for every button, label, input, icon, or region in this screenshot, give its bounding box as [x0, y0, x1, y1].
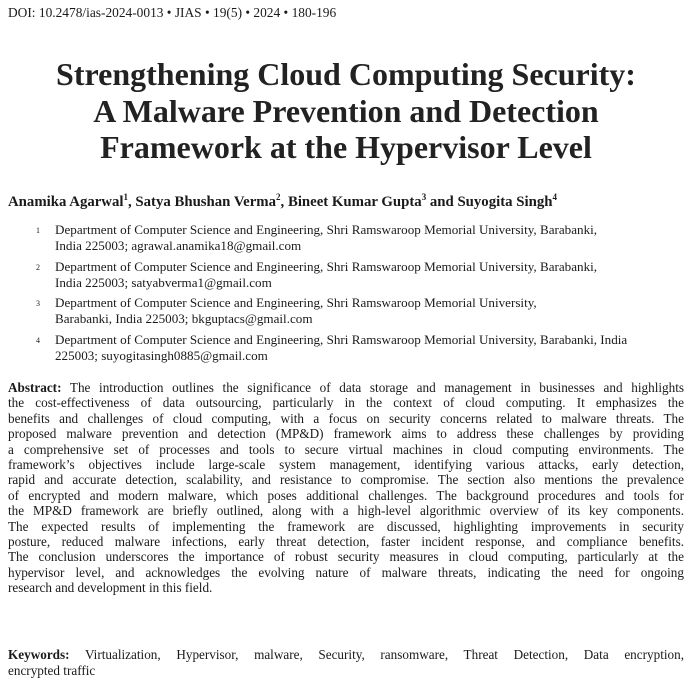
keywords-label: Keywords: — [8, 647, 70, 662]
abstract — [8, 380, 684, 596]
abstract-line: rapid and accurate detection, scalability, and resistance to compromise. The section also mentions the prevalence — [8, 472, 684, 488]
affiliation-text: Department of Computer Science and Engineering, Shri Ramswaroop Memorial University, Barabanki, — [55, 258, 598, 274]
affiliation-text: Department of Computer Science and Engineering, Shri Ramswaroop Memorial University, — [55, 295, 537, 310]
keywords — [8, 647, 684, 679]
abstract-line: the MP&D framework are briefly outlined, along with a high-level algorithmic overview of its key components. — [8, 503, 684, 519]
keywords-text: Virtualization, Hypervisor, malware, Security, ransomware, Threat Detection, Data encryption, — [84, 647, 685, 662]
affiliation-item — [0, 222, 692, 259]
affiliation-item — [0, 295, 692, 332]
affiliation-number: 1 — [36, 226, 40, 235]
abstract-line: posture, reduced malware infections, early threat detection, faster incident response, and compliance benefits. — [8, 534, 684, 550]
author-name: Bineet Kumar Gupta — [287, 194, 422, 210]
author-affiliation-marker: 4 — [552, 192, 557, 202]
abstract-line: of encrypted and modern malware, which poses additional challenges. The background procedures and tools for — [8, 487, 684, 503]
affiliation-text: Department of Computer Science and Engineering, Shri Ramswaroop Memorial University, Barabanki, India — [55, 331, 628, 347]
abstract-line: The conclusion underscores the importance of robust security measures in cloud computing, particularly at the — [8, 549, 684, 565]
title-line: A Malware Prevention and Detection — [93, 92, 599, 129]
abstract-line: hypervisor level, and acknowledges the evolving nature of malware threats, indicating the need for ongoing — [8, 564, 684, 580]
author-affiliation-marker: 2 — [276, 192, 281, 202]
title-line: Framework at the Hypervisor Level — [100, 129, 592, 165]
keywords-line: encrypted traffic — [8, 663, 96, 678]
abstract-line: research and development in this field. — [8, 580, 213, 596]
abstract-text: The introduction outlines the significance of data storage and management in businesses and highlights — [69, 380, 685, 395]
author-name: Satya Bhushan Verma — [135, 194, 277, 210]
affiliation-item — [0, 259, 692, 296]
abstract-line: framework’s objectives include large-scale system management, identifying various attacks, early detection, — [8, 457, 684, 473]
keywords-line — [8, 647, 684, 663]
author-separator: , — [280, 194, 288, 210]
affiliation-text: 225003; suyogitasingh0885@gmail.com — [55, 347, 268, 363]
author-name: Anamika Agarwal — [8, 194, 124, 210]
author-name: Suyogita Singh — [457, 194, 553, 210]
affiliation-item — [0, 332, 692, 369]
affiliation-text: Department of Computer Science and Engineering, Shri Ramswaroop Memorial University, Barabanki, — [55, 222, 598, 237]
affiliation-number: 2 — [36, 262, 40, 272]
affiliation-text: Barabanki, India 225003; bkguptacs@gmail.com — [55, 311, 313, 327]
abstract-line: benefits and challenges of cloud computing, with a focus on security concerns related to malware threats. The — [8, 410, 684, 426]
author-separator: and — [426, 194, 458, 210]
author-separator: , — [128, 194, 136, 210]
affiliation-list — [0, 222, 692, 368]
title-line: Strengthening Cloud Computing Security: — [56, 56, 636, 92]
abstract-line: proposed malware prevention and detection (MP&D) framework aims to address these challenges by providing — [8, 426, 684, 442]
abstract-line: the cost-effectiveness of data outsourcing, particularly in the context of cloud computing. It emphasizes the — [8, 395, 684, 411]
affiliation-text: India 225003; agrawal.anamika18@gmail.com — [55, 238, 302, 254]
abstract-line: The expected results of implementing the framework are discussed, highlighting improvements in security — [8, 518, 684, 534]
author-list — [8, 192, 557, 211]
author-affiliation-marker: 1 — [123, 192, 129, 202]
abstract-label: Abstract: — [8, 380, 62, 395]
abstract-line: a comprehensive set of processes and tools to secure virtual machines in cloud computing environments. The — [8, 441, 684, 457]
affiliation-number: 3 — [36, 299, 40, 308]
author-affiliation-marker: 3 — [421, 192, 427, 202]
affiliation-text: India 225003; satyabverma1@gmail.com — [55, 274, 272, 290]
affiliation-number: 4 — [36, 335, 40, 345]
doi-line: DOI: 10.2478/ias-2024-0013 • JIAS • 19(5) • 2024 • 180-196 — [8, 5, 337, 20]
paper-title — [0, 56, 692, 166]
abstract-line — [8, 380, 684, 395]
